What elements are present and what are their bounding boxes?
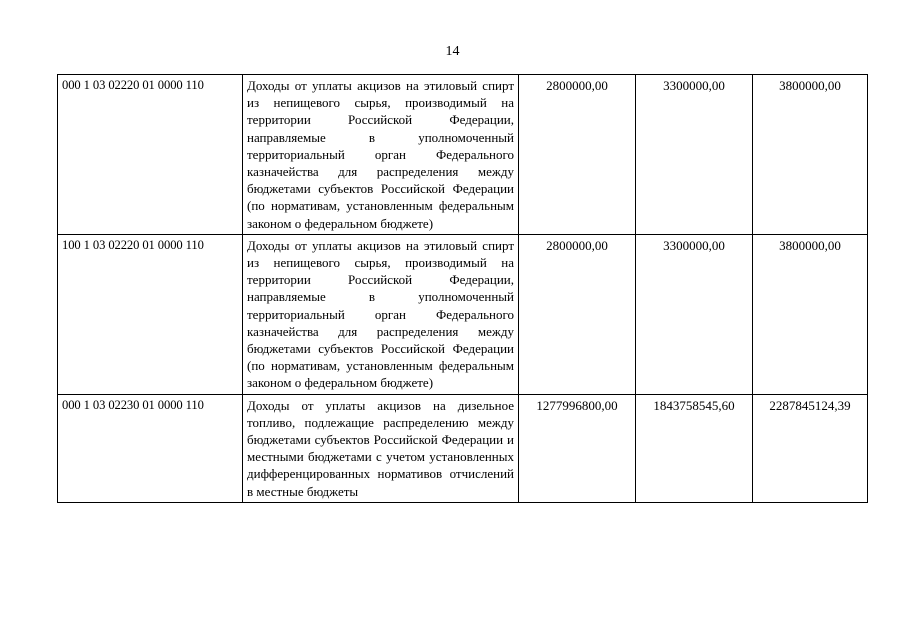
budget-code-cell: 100 1 03 02220 01 0000 110 xyxy=(58,234,243,394)
description-cell: Доходы от уплаты акцизов на дизельное топливо, подлежащие распределению между бюджетами субъектов Российской Федерации и местными бюджетами с учетом установленных дифференцированных нормативов отчислений в местные бюджеты xyxy=(243,394,519,502)
year-2-amount-cell: 1843758545,60 xyxy=(636,394,753,502)
year-1-amount-cell: 2800000,00 xyxy=(519,75,636,235)
revenue-table xyxy=(57,74,868,503)
year-2-amount-cell: 3300000,00 xyxy=(636,75,753,235)
table-row xyxy=(58,75,868,235)
description-cell: Доходы от уплаты акцизов на этиловый спирт из непищевого сырья, производимый на территории Российской Федерации, направляемые в уполномоченный территориальный орган Федерального казначейства для распределения между бюджетами субъектов Российской Федерации (по нормативам, установленным федеральным законом о федеральном бюджете) xyxy=(243,234,519,394)
budget-code-cell: 000 1 03 02230 01 0000 110 xyxy=(58,394,243,502)
page-number: 14 xyxy=(445,44,460,59)
table-row xyxy=(58,394,868,502)
year-1-amount-cell: 1277996800,00 xyxy=(519,394,636,502)
year-1-amount-cell: 2800000,00 xyxy=(519,234,636,394)
year-2-amount-cell: 3300000,00 xyxy=(636,234,753,394)
description-cell: Доходы от уплаты акцизов на этиловый спирт из непищевого сырья, производимый на территории Российской Федерации, направляемые в уполномоченный территориальный орган Федерального казначейства для распределения между бюджетами субъектов Российской Федерации (по нормативам, установленным федеральным законом о федеральном бюджете) xyxy=(243,75,519,235)
budget-code-cell: 000 1 03 02220 01 0000 110 xyxy=(58,75,243,235)
table-row xyxy=(58,234,868,394)
year-3-amount-cell: 2287845124,39 xyxy=(753,394,868,502)
year-3-amount-cell: 3800000,00 xyxy=(753,234,868,394)
year-3-amount-cell: 3800000,00 xyxy=(753,75,868,235)
